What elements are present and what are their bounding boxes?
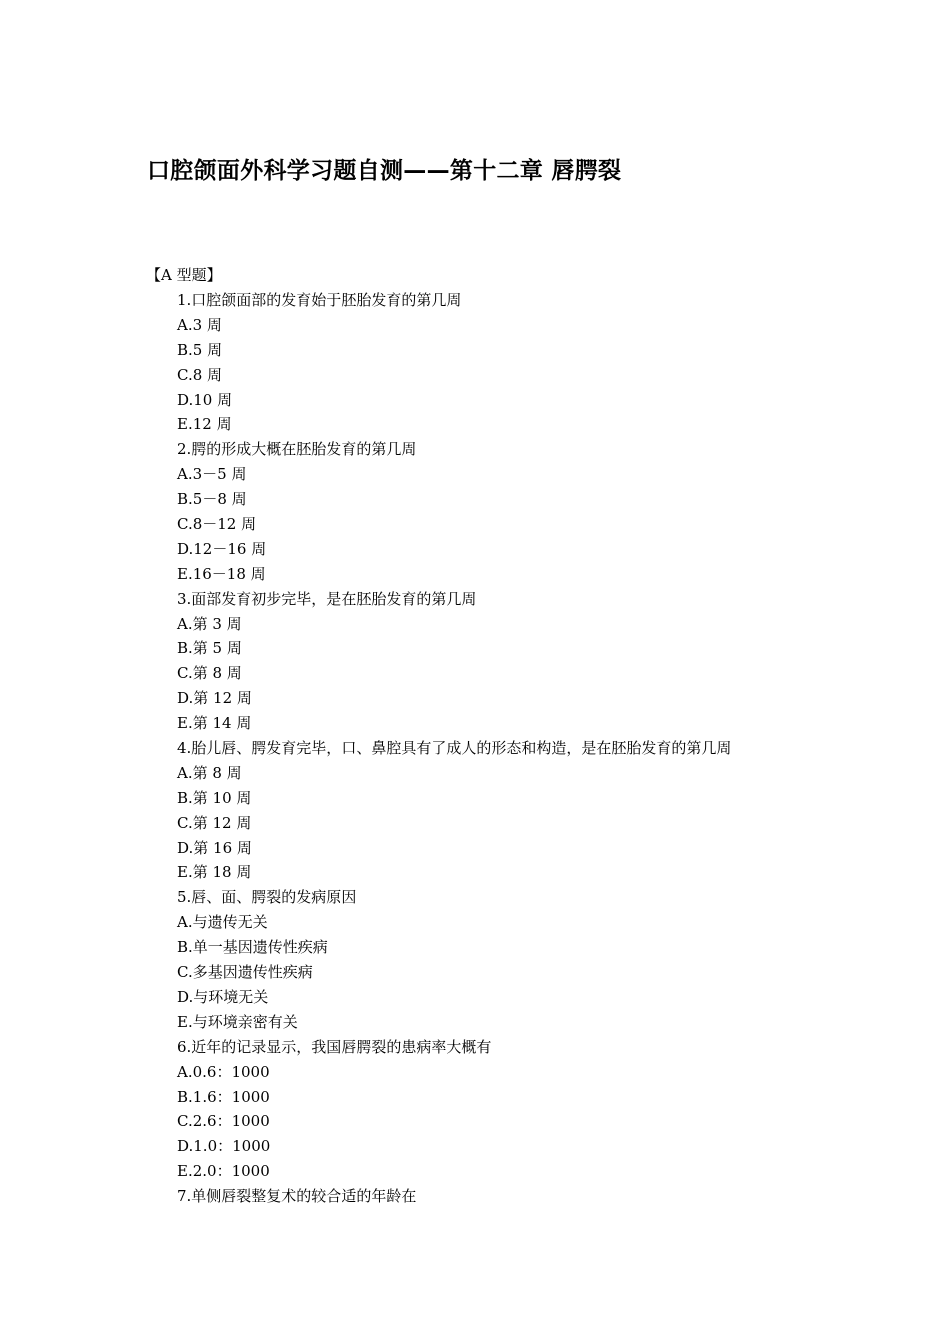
answer-option: D.第 16 周 bbox=[177, 838, 252, 857]
answer-option: E.第 14 周 bbox=[177, 714, 252, 733]
answer-option: D.1.0：1000 bbox=[177, 1137, 271, 1156]
answer-option: E.与环境亲密有关 bbox=[177, 1012, 298, 1031]
answer-option: C.第 8 周 bbox=[177, 664, 242, 683]
answer-option: E.12 周 bbox=[177, 415, 232, 434]
answer-option: C.第 12 周 bbox=[177, 813, 252, 832]
question-stem: 4.胎儿唇、腭发育完毕，口、鼻腔具有了成人的形态和构造，是在胚胎发育的第几周 bbox=[177, 739, 732, 758]
answer-option: A.3－5 周 bbox=[177, 465, 247, 484]
answer-option: E.2.0：1000 bbox=[177, 1162, 270, 1181]
answer-option: A.第 3 周 bbox=[177, 614, 242, 633]
document-title: 口腔颌面外科学习题自测——第十二章 唇腭裂 bbox=[147, 158, 622, 184]
question-stem: 6.近年的记录显示，我国唇腭裂的患病率大概有 bbox=[177, 1037, 492, 1056]
answer-option: E.第 18 周 bbox=[177, 863, 252, 882]
answer-option: B.5 周 bbox=[177, 340, 223, 359]
question-stem: 2.腭的形成大概在胚胎发育的第几周 bbox=[177, 440, 417, 459]
answer-option: D.12－16 周 bbox=[177, 539, 267, 558]
answer-option: C.多基因遗传性疾病 bbox=[177, 963, 313, 982]
question-stem: 5.唇、面、腭裂的发病原因 bbox=[177, 888, 357, 907]
answer-option: D.10 周 bbox=[177, 390, 233, 409]
question-stem: 1.口腔颌面部的发育始于胚胎发育的第几周 bbox=[177, 291, 462, 309]
answer-option: B.5－8 周 bbox=[177, 490, 247, 509]
answer-option: B.单一基因遗传性疾病 bbox=[177, 938, 328, 957]
answer-option: B.第 10 周 bbox=[177, 788, 252, 807]
answer-option: A.第 8 周 bbox=[177, 763, 242, 782]
answer-option: B.第 5 周 bbox=[177, 639, 242, 658]
answer-option: A.0.6：1000 bbox=[177, 1062, 270, 1081]
answer-option: D.与环境无关 bbox=[177, 987, 269, 1006]
answer-option: C.2.6：1000 bbox=[177, 1112, 270, 1131]
question-stem: 3.面部发育初步完毕，是在胚胎发育的第几周 bbox=[177, 589, 477, 608]
answer-option: E.16－18 周 bbox=[177, 564, 266, 583]
answer-option: A.3 周 bbox=[177, 315, 222, 334]
question-stem: 7.单侧唇裂整复术的较合适的年龄在 bbox=[177, 1187, 417, 1206]
question-list bbox=[177, 288, 877, 1209]
answer-option: B.1.6：1000 bbox=[177, 1087, 270, 1106]
section-label: 【A 型题】 bbox=[146, 266, 222, 284]
answer-option: C.8－12 周 bbox=[177, 515, 257, 534]
answer-option: D.第 12 周 bbox=[177, 689, 252, 708]
answer-option: A.与遗传无关 bbox=[177, 913, 268, 932]
answer-option: C.8 周 bbox=[177, 365, 223, 384]
